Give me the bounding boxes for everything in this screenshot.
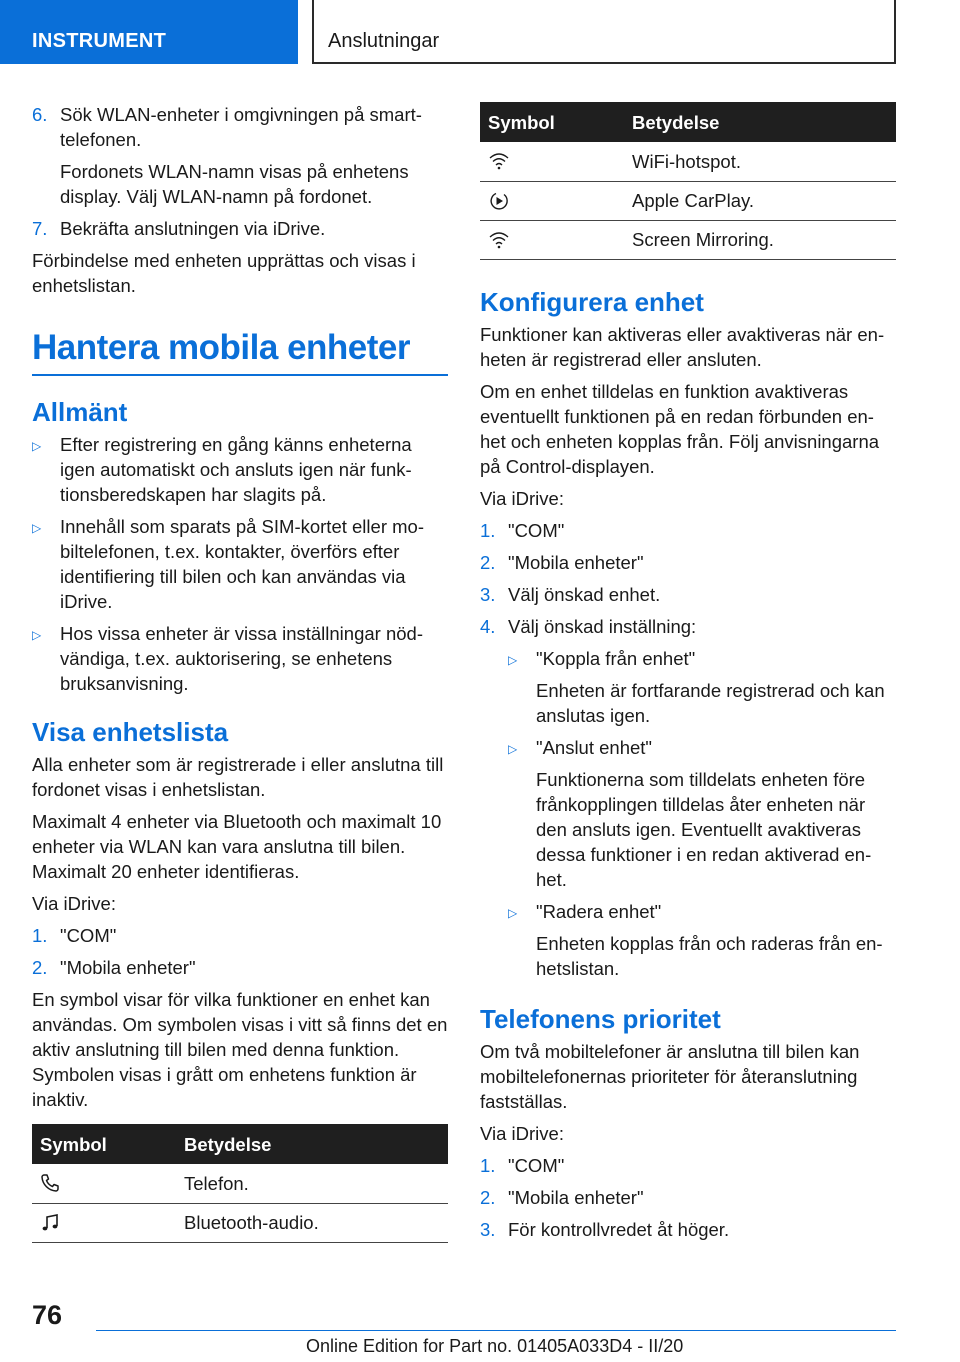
option-desc: Enheten kopplas från och raderas från en-hetslistan. bbox=[536, 932, 883, 979]
heading-phone-priority: Telefonens prioritet bbox=[480, 1003, 721, 1034]
heading-device-list: Visa enhetslista bbox=[32, 717, 229, 747]
table-header-row bbox=[480, 102, 896, 142]
step-1 bbox=[480, 518, 896, 543]
triangle-bullet-icon: ▷ bbox=[32, 628, 42, 642]
step-number: 4. bbox=[480, 615, 496, 637]
configure-paragraph-1: Funktioner kan aktiveras eller avaktiveras när en-heten är registrerad eller ansluten. bbox=[480, 323, 885, 370]
via-idrive-label: Via iDrive: bbox=[32, 893, 116, 914]
meaning-text: WiFi-hotspot. bbox=[632, 142, 896, 181]
section-heading-manage-devices: Hantera mobila enheter bbox=[32, 328, 448, 376]
table-row bbox=[480, 181, 896, 220]
triangle-bullet-icon: ▷ bbox=[32, 521, 42, 535]
list-item bbox=[32, 621, 448, 696]
via-idrive-label: Via iDrive: bbox=[480, 487, 564, 509]
wifi-icon bbox=[488, 230, 510, 250]
option-title: "Anslut enhet" bbox=[536, 736, 652, 758]
option-list bbox=[508, 646, 896, 981]
col-symbol-header: Symbol bbox=[480, 102, 632, 142]
step-2 bbox=[480, 550, 896, 575]
symbol-table bbox=[32, 1124, 448, 1243]
col-meaning-header: Betydelse bbox=[632, 102, 896, 142]
step-6-text: Sök WLAN-enheter i omgivningen på smart-telefonen. bbox=[60, 104, 422, 150]
priority-paragraph: Om två mobiltelefoner är anslutna till bilen kan mobiltelefonernas prioriteter för återanslutning fastställas. bbox=[480, 1040, 860, 1112]
triangle-bullet-icon: ▷ bbox=[508, 905, 518, 920]
page-number: 76 bbox=[32, 1300, 63, 1330]
bullet-text: Efter registrering en gång känns enheterna igen automatiskt och ansluts igen när funk-tionsberedskapen har slagits på. bbox=[60, 434, 412, 505]
step-2 bbox=[32, 955, 448, 980]
step-3 bbox=[480, 1217, 896, 1242]
heading-general: Allmänt bbox=[32, 397, 128, 427]
bullet-text: Innehåll som sparats på SIM-kortet eller mo-biltelefonen, t.ex. kontakter, överförs efter identifiering till bilen och kan användas via iDrive. bbox=[60, 516, 424, 612]
left-column bbox=[32, 102, 448, 1255]
step-number: 7. bbox=[32, 218, 48, 239]
step-7 bbox=[32, 216, 448, 241]
connection-paragraph: Förbindelse med enheten upprättas och visas i enhetslistan. bbox=[32, 250, 416, 296]
step-text: För kontrollvredet åt höger. bbox=[508, 1218, 730, 1240]
header-chapter-label: Anslutningar bbox=[328, 30, 440, 52]
heading-configure-device: Konfigurera enhet bbox=[480, 286, 704, 317]
step-number: 1. bbox=[32, 925, 48, 946]
step-number: 2. bbox=[32, 957, 48, 978]
step-text: "COM" bbox=[508, 1154, 565, 1176]
option-desc: Enheten är fortfarande registrerad och kan anslutas igen. bbox=[536, 679, 885, 726]
step-6 bbox=[32, 102, 448, 209]
meaning-text: Bluetooth-audio. bbox=[184, 1203, 448, 1242]
wifi-icon bbox=[488, 151, 510, 171]
step-number: 2. bbox=[480, 1186, 496, 1208]
via-idrive-label: Via iDrive: bbox=[480, 1122, 564, 1144]
step-number: 1. bbox=[480, 1154, 496, 1176]
option-desc: Funktionerna som tilldelats enheten före frånkopplingen tilldelas åter enheten när den ansluts igen. Eventuellt avaktiveras dessa funktioner i en redan aktiverad en-het. bbox=[536, 768, 872, 890]
right-column bbox=[480, 102, 896, 1249]
max-devices-paragraph: Maximalt 4 enheter via Bluetooth och maximalt 10 enheter via WLAN kan vara anslutna till bilen. Maximalt 20 enheter identifieras. bbox=[32, 811, 442, 882]
step-3 bbox=[480, 582, 896, 607]
footer-divider bbox=[96, 1330, 896, 1331]
device-list-paragraph: Alla enheter som är registrerade i eller anslutna till fordonet visas i enhetslistan. bbox=[32, 754, 444, 800]
table-row bbox=[32, 1164, 448, 1203]
list-item bbox=[32, 432, 448, 507]
table-row bbox=[32, 1203, 448, 1242]
meaning-text: Telefon. bbox=[184, 1164, 448, 1203]
option-title: "Koppla från enhet" bbox=[536, 647, 696, 669]
carplay-icon bbox=[488, 191, 510, 211]
table-row bbox=[480, 142, 896, 181]
step-text: "Mobila enheter" bbox=[508, 1186, 644, 1208]
meaning-text: Screen Mirroring. bbox=[632, 220, 896, 259]
step-text: "COM" bbox=[508, 519, 565, 541]
col-meaning-header: Betydelse bbox=[184, 1124, 448, 1164]
list-item bbox=[508, 646, 896, 728]
step-1 bbox=[32, 923, 448, 948]
step-text: Välj önskad inställning: bbox=[508, 615, 697, 637]
step-text: "Mobila enheter" bbox=[508, 551, 644, 573]
triangle-bullet-icon: ▷ bbox=[508, 652, 518, 667]
triangle-bullet-icon: ▷ bbox=[508, 741, 518, 756]
music-note-icon bbox=[40, 1213, 60, 1233]
list-item bbox=[508, 899, 896, 981]
step-4 bbox=[480, 614, 896, 639]
header-section-label: INSTRUMENT bbox=[32, 30, 167, 52]
step-number: 2. bbox=[480, 551, 496, 573]
step-text: "Mobila enheter" bbox=[60, 957, 196, 978]
footer-edition: Online Edition for Part no. 01405A033D4 - II/20 bbox=[306, 1336, 684, 1356]
meaning-text: Apple CarPlay. bbox=[632, 181, 896, 220]
step-6-note: Fordonets WLAN-namn visas på enhetens display. Välj WLAN-namn på fordonet. bbox=[60, 161, 409, 207]
list-item bbox=[32, 514, 448, 614]
option-title: "Radera enhet" bbox=[536, 900, 662, 922]
triangle-bullet-icon: ▷ bbox=[32, 439, 42, 453]
header-section-tab bbox=[0, 0, 298, 64]
step-text: "COM" bbox=[60, 925, 117, 946]
list-item bbox=[508, 735, 896, 892]
table-header-row bbox=[32, 1124, 448, 1164]
col-symbol-header: Symbol bbox=[32, 1124, 184, 1164]
step-number: 1. bbox=[480, 519, 496, 541]
step-2 bbox=[480, 1185, 896, 1210]
header-chapter-tab bbox=[312, 0, 896, 64]
symbol-paragraph: En symbol visar för vilka funktioner en enhet kan användas. Om symbolen visas i vitt så finns det en aktiv anslutning till bilen med denna funktion. Symbolen visas i grått om enhetens funktion är inaktiv. bbox=[32, 989, 448, 1110]
phone-icon bbox=[40, 1173, 60, 1193]
step-1 bbox=[480, 1153, 896, 1178]
configure-paragraph-2: Om en enhet tilldelas en funktion avaktiveras eventuellt funktionen på en redan förbunden en-het och enheten kopplas från. Följ anvisningarna på Control-displayen. bbox=[480, 380, 880, 477]
table-row bbox=[480, 220, 896, 259]
step-text: Välj önskad enhet. bbox=[508, 583, 661, 605]
bullet-text: Hos vissa enheter är vissa inställningar nöd-vändiga, t.ex. auktorisering, se enhetens bruksanvisning. bbox=[60, 623, 423, 694]
step-number: 3. bbox=[480, 583, 496, 605]
symbol-table-continued bbox=[480, 102, 896, 260]
step-number: 3. bbox=[480, 1218, 496, 1240]
step-7-text: Bekräfta anslutningen via iDrive. bbox=[60, 218, 326, 239]
step-number: 6. bbox=[32, 104, 48, 125]
